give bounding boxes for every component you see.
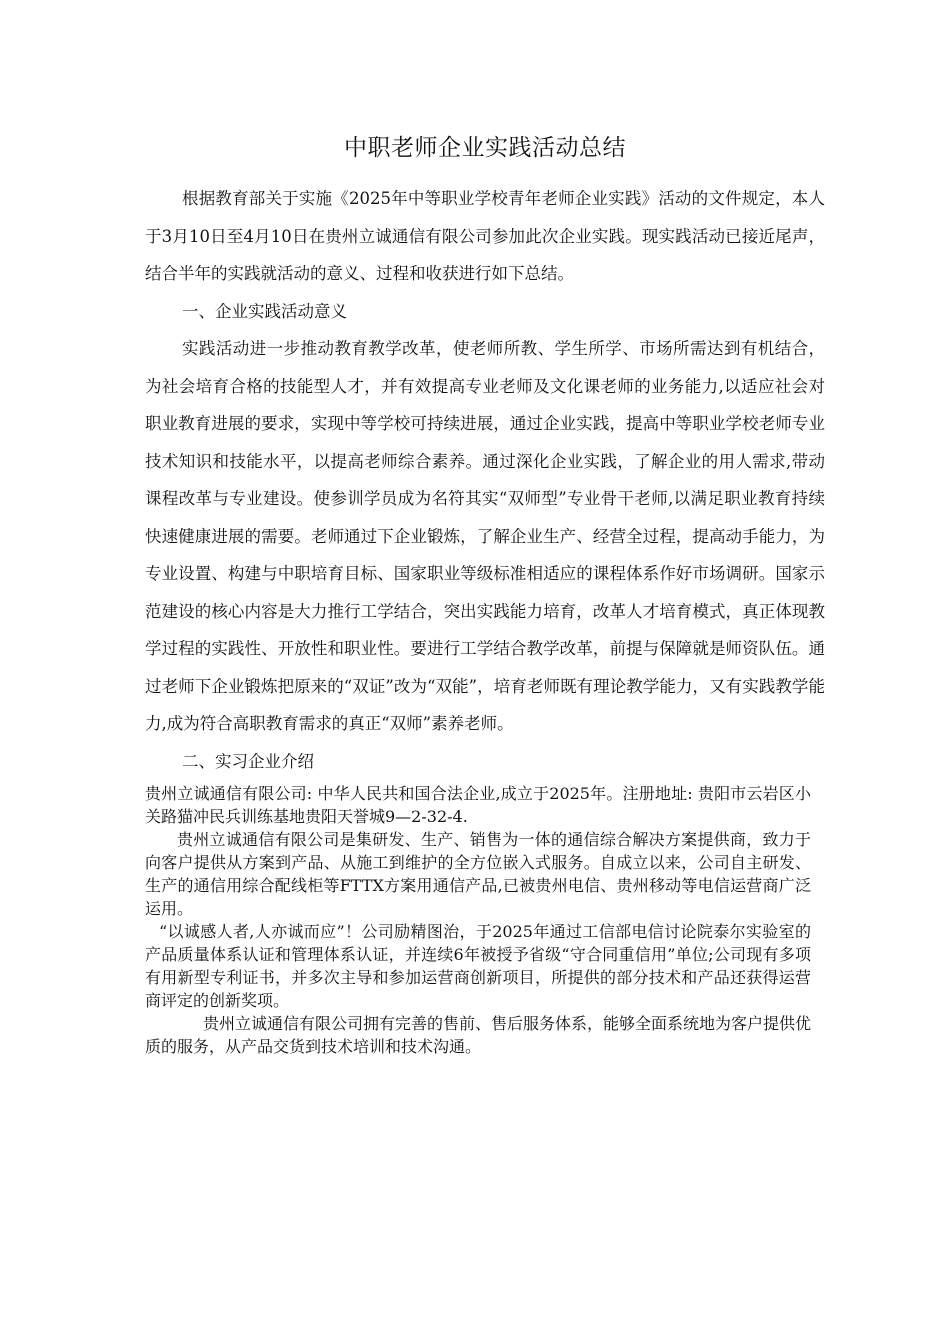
intro-paragraph: 根据教育部关于实施《2025年中等职业学校青年老师企业实践》活动的文件规定，本人于3月10日至4月10日在贵州立诚通信有限公司参加此次企业实践。现实践活动已接近尾声，结合半年的实践就活动的意义、过程和收获进行如下总结。: [145, 189, 825, 283]
company-registration-paragraph: 贵州立诚通信有限公司: 中华人民共和国合法企业,成立于2025年。注册地址: 贵阳市云岩区小关路猫冲民兵训练基地贵阳天誉城9—2-32-4.: [145, 784, 811, 826]
company-profile-paragraph: 贵州立诚通信有限公司是集研发、生产、销售为一体的通信综合解决方案提供商，致力于向客户提供从方案到产品、从施工到维护的全方位嵌入式服务。自成立以来，公司自主研发、生产的通信用综合配线柜等FTTX方案用通信产品,已被贵州电信、贵州移动等电信运营商广泛运用。: [145, 830, 811, 918]
section2-heading: 二、实习企业介绍: [182, 751, 314, 771]
document-page: [145, 128, 825, 1058]
section2-body: [145, 782, 825, 1058]
section1-heading: 一、企业实践活动意义: [182, 301, 347, 321]
section1-body: 实践活动进一步推动教育教学改革，使老师所教、学生所学、市场所需达到有机结合，为社会培育合格的技能型人才，并有效提高专业老师及文化课老师的业务能力,以适应社会对职业教育进展的要求，实现中等学校可持续进展，通过企业实践，提高中等职业学校老师专业技术知识和技能水平，以提高老师综合素养。通过深化企业实践，了解企业的用人需求,带动课程改革与专业建设。使参训学员成为名符其实“双师型”专业骨干老师,以满足职业教育持续快速健康进展的需要。老师通过下企业锻炼，了解企业生产、经营全过程，提高动手能力，为专业设置、构建与中职培育目标、国家职业等级标准相适应的课程体系作好市场调研。国家示范建设的核心内容是大力推行工学结合，突出实践能力培育，改革人才培育模式，真正体现教学过程的实践性、开放性和职业性。要进行工学结合教学改革，前提与保障就是师资队伍。通过老师下企业锻炼把原来的“双证”改为“双能”，培育老师既有理论教学能力，又有实践教学能力,成为符合高职教育需求的真正“双师”素养老师。: [145, 339, 825, 733]
document-title: 中职老师企业实践活动总结: [344, 135, 626, 161]
company-honor-paragraph: “以诚感人者,人亦诚而应”！公司励精图治，于2025年通过工信部电信讨论院泰尔实验室的产品质量体系认证和管理体系认证，并连续6年被授予省级“守合同重信用”单位;公司现有多项有用新型专利证书，并多次主导和参加运营商创新项目，所提供的部分技术和产品还获得运营商评定的创新奖项。: [145, 922, 811, 1010]
company-service-paragraph: 贵州立诚通信有限公司拥有完善的售前、售后服务体系，能够全面系统地为客户提供优质的服务，从产品交货到技术培训和技术沟通。: [145, 1014, 812, 1056]
